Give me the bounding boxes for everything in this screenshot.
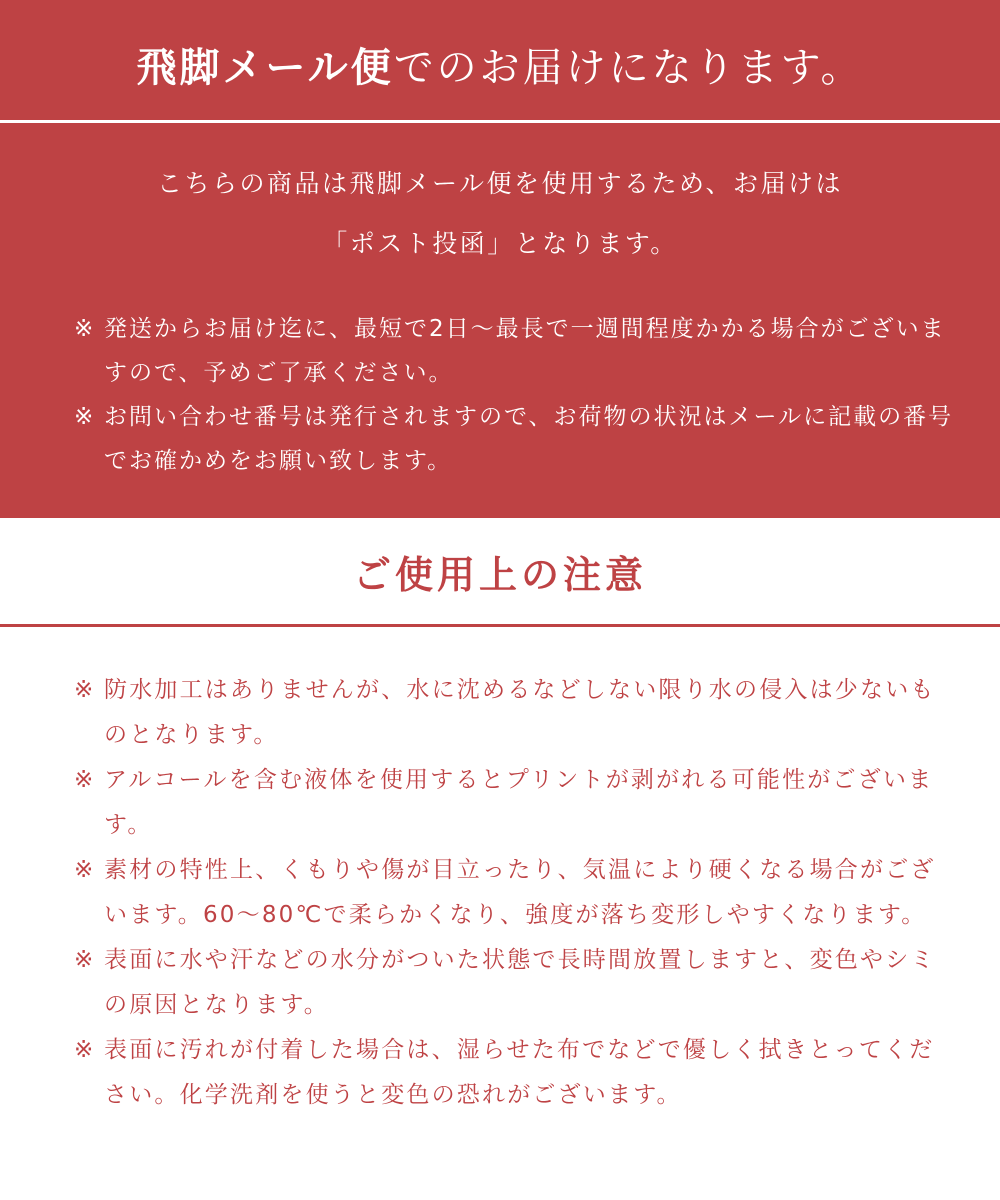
note-mark: ※	[74, 677, 96, 703]
delivery-notes	[74, 307, 954, 483]
delivery-title-rest: でのお届けになります。	[393, 45, 864, 91]
caution-text: 防水加工はありませんが、水に沈めるなどしない限り水の侵入は少ないものとなります。	[104, 677, 936, 748]
note-mark: ※	[74, 404, 96, 430]
caution-item	[74, 1028, 954, 1118]
delivery-intro-line2: 「ポスト投函」となります。	[322, 229, 678, 258]
note-mark: ※	[74, 1037, 96, 1063]
note-mark: ※	[74, 316, 96, 342]
delivery-title	[0, 40, 1000, 96]
delivery-note-text: 発送からお届け迄に、最短で2日～最長で一週間程度かかる場合がございますので、予めご了承ください。	[104, 316, 946, 386]
note-mark: ※	[74, 767, 96, 793]
caution-item	[74, 668, 954, 758]
red-divider	[0, 624, 1000, 627]
caution-text: 表面に汚れが付着した場合は、湿らせた布でなどで優しく拭きとってください。化学洗剤を使うと変色の恐れがございます。	[104, 1037, 935, 1108]
delivery-note	[74, 307, 954, 395]
delivery-note-text: お問い合わせ番号は発行されますので、お荷物の状況はメールに記載の番号でお確かめをお願い致します。	[104, 404, 954, 474]
white-divider	[0, 120, 1000, 123]
caution-text: アルコールを含む液体を使用するとプリントが剥がれる可能性がございます。	[104, 767, 934, 838]
delivery-intro-line1: こちらの商品は飛脚メール便を使用するため、お届けは	[156, 169, 843, 198]
caution-text: 表面に水や汗などの水分がついた状態で長時間放置しますと、変色やシミの原因となります。	[104, 947, 936, 1018]
caution-item	[74, 938, 954, 1028]
usage-cautions	[74, 668, 954, 1118]
note-mark: ※	[74, 857, 96, 883]
delivery-banner	[0, 0, 1000, 518]
delivery-title-bold: 飛脚メール便	[136, 45, 394, 91]
delivery-note	[74, 395, 954, 483]
usage-title: ご使用上の注意	[352, 553, 647, 597]
caution-text: 素材の特性上、くもりや傷が目立ったり、気温により硬くなる場合がございます。60～80℃で柔らかくなり、強度が落ち変形しやすくなります。	[104, 857, 936, 928]
caution-item	[74, 848, 954, 938]
caution-item	[74, 758, 954, 848]
note-mark: ※	[74, 947, 96, 973]
